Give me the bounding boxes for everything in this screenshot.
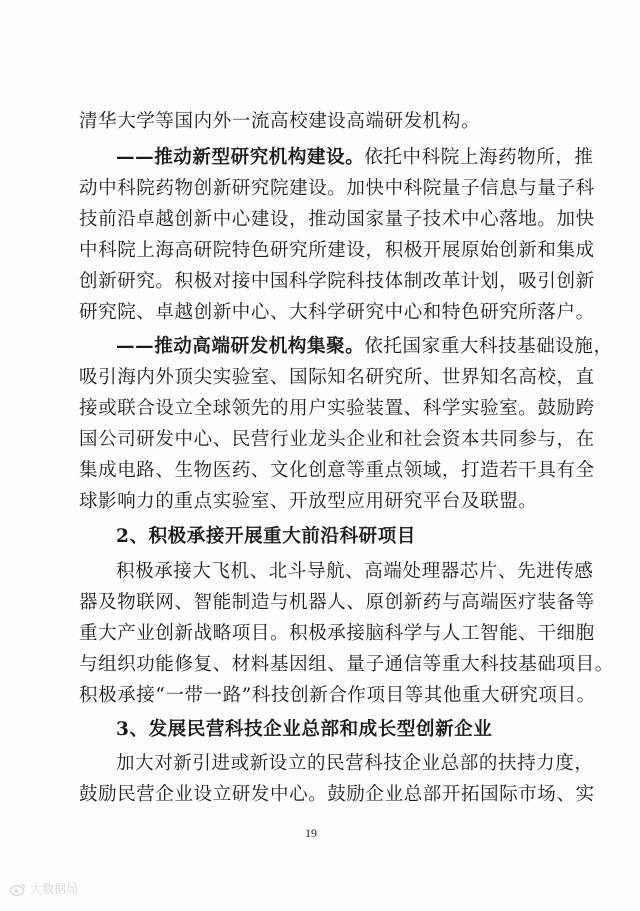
text-line: 接或联合设立全球领先的用户实验装置、科学实验室。鼓励跨 [79, 398, 595, 419]
bold-heading-run: ——推动高端研发机构集聚。 [116, 336, 365, 357]
text-line: 鼓励民营企业设立研发中心。鼓励企业总部开拓国际市场、实 [79, 784, 595, 805]
text-line: 积极承接大飞机、北斗导航、高端处理器芯片、先进传感 [116, 561, 594, 582]
text-line: 器及物联网、智能制造与机器人、原创新药与高端医疗装备等 [79, 592, 595, 613]
section-heading: 2、积极承接开展重大前沿科研项目 [116, 526, 416, 547]
text-line: 吸引海内外顶尖实验室、国际知名研究所、世界知名高校，直 [79, 367, 595, 388]
text-line: 重大产业创新战略项目。积极承接脑科学与人工智能、干细胞 [79, 623, 595, 644]
text-line: 与组织功能修复、材料基因组、量子通信等重大科技基础项目。 [79, 654, 614, 675]
text-line: ——推动高端研发机构集聚。依托国家重大科技基础设施， [116, 336, 613, 357]
text-line: 技前沿卓越创新中心建设，推动国家量子技术中心落地。加快 [79, 209, 595, 230]
text-line: 中科院上海高研院特色研究所建设，积极开展原始创新和集成 [79, 240, 595, 261]
watermark-text: 大数据局 [30, 882, 79, 896]
text-line: 球影响力的重点实验室、开放型应用研究平台及联盟。 [79, 491, 538, 512]
bold-heading-run: ——推动新型研究机构建设。 [116, 147, 365, 168]
text-line: 加大对新引进或新设立的民营科技企业总部的扶持力度， [116, 753, 594, 774]
text-line: ——推动新型研究机构建设。依托中科院上海药物所，推 [116, 147, 594, 168]
text-line: 集成电路、生物医药、文化创意等重点领域，打造若干具有全 [79, 460, 595, 481]
watermark [10, 880, 78, 897]
text-line: 研究院、卓越创新中心、大科学研究中心和特色研究所落户。 [79, 302, 595, 323]
text-line: 创新研究。积极对接中国科学院科技体制改革计划，吸引创新 [79, 271, 595, 292]
text-line: 动中科院药物创新研究院建设。加快中科院量子信息与量子科 [79, 178, 595, 199]
text-line: 清华大学等国内外一流高校建设高端研发机构。 [79, 111, 481, 132]
text-line: 国公司研发中心、民营行业龙头企业和社会资本共同参与，在 [79, 429, 595, 450]
page-number: 19 [305, 826, 317, 840]
weibo-logo-icon [10, 882, 26, 896]
section-heading: 3、发展民营科技企业总部和成长型创新企业 [116, 719, 493, 740]
text-line: 积极承接“一带一路”科技创新合作项目等其他重大研究项目。 [79, 685, 596, 706]
